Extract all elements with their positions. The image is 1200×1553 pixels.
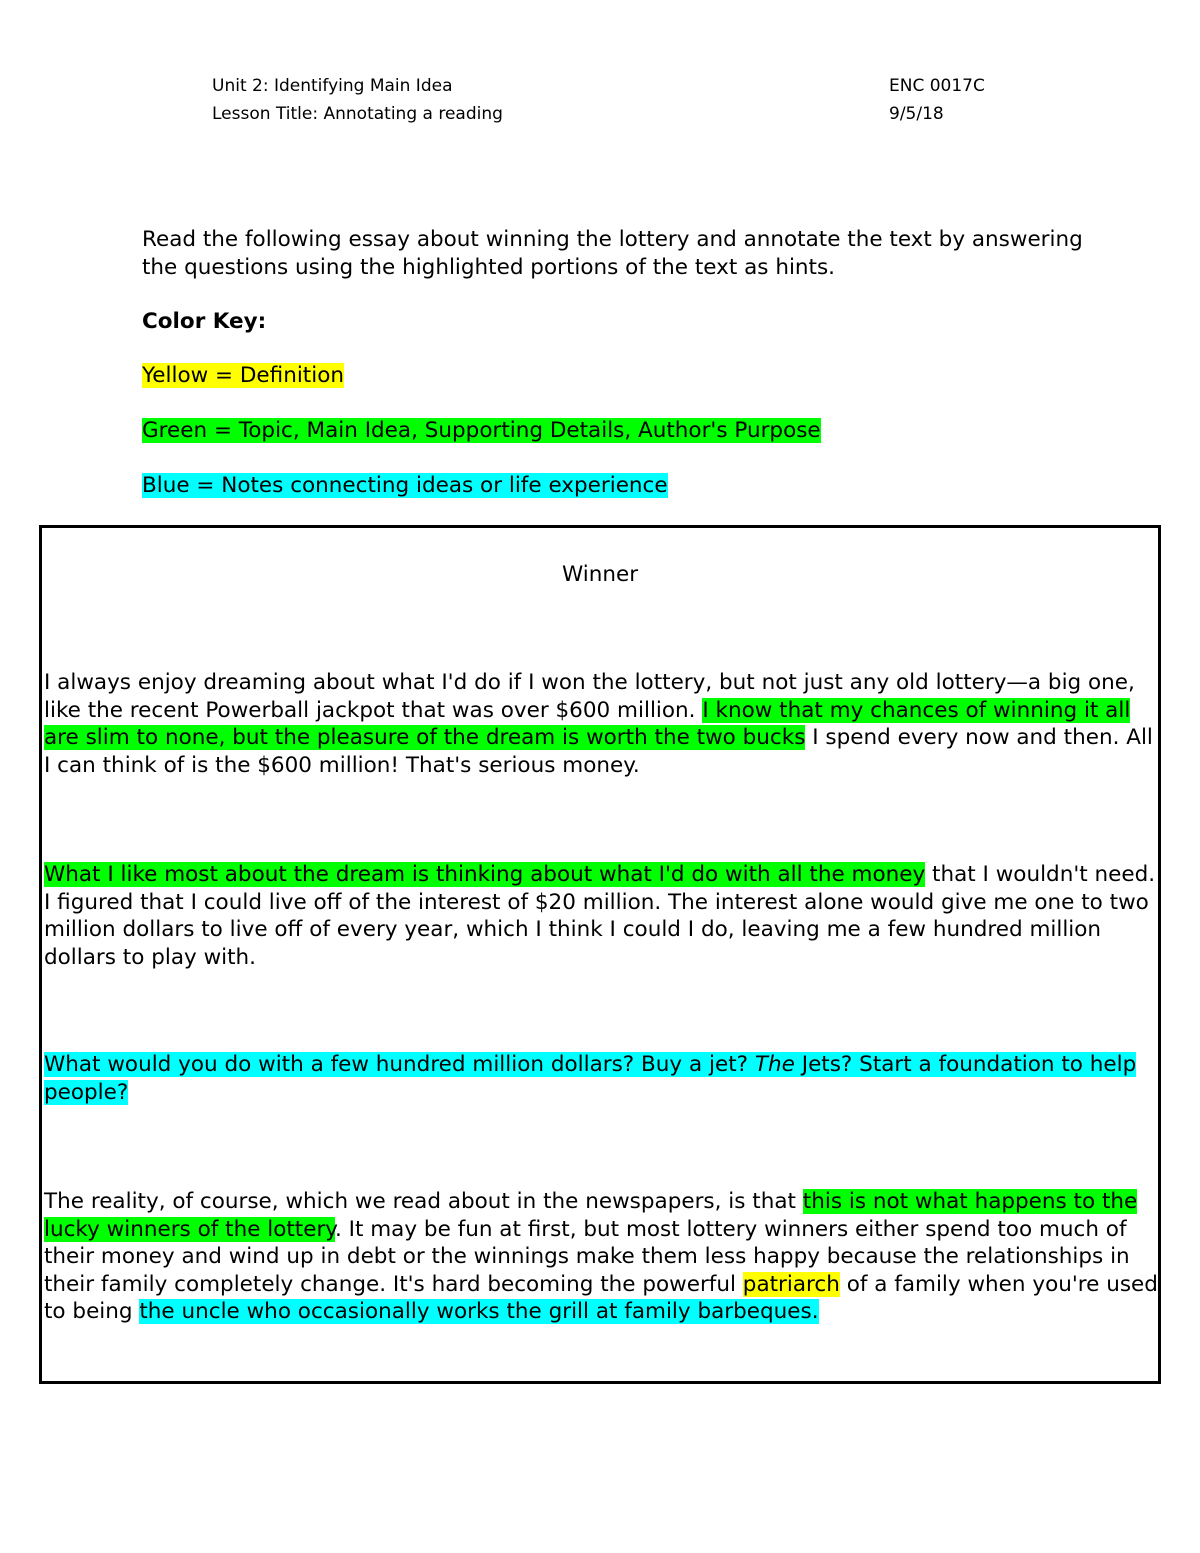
paragraph-3 (44, 1051, 1158, 1106)
color-key-blue (142, 472, 668, 500)
paragraph-4 (44, 1188, 1158, 1326)
p1-text-1: I always enjoy dreaming about what I'd do if I won the lottery, but not just any old lottery—a big one, like the recent Powerball jackpot that was over $600 million. (44, 670, 1135, 723)
color-key-green (142, 417, 821, 445)
course-code: ENC 0017C (889, 76, 985, 96)
green-key-label: Green = Topic, Main Idea, Supporting Details, Author's Purpose (142, 418, 821, 443)
p3-blue-highlight-2: Jets? Start a foundation to help people? (44, 1052, 1137, 1105)
yellow-key-label: Yellow = Definition (142, 363, 344, 388)
color-key-yellow (142, 362, 344, 390)
lesson-title: Lesson Title: Annotating a reading (212, 104, 503, 124)
p1-text-2: I spend every now and then. All I can think of is the $600 million! That's serious money. (44, 725, 1153, 778)
instructions: Read the following essay about winning the lottery and annotate the text by answering the questions using the highlighted portions of the text as hints. (142, 227, 1083, 280)
p2-text-1: that I wouldn't need. I figured that I could live off of the interest of $20 million. The interest alone would give me one to two million dollars to live off of every year, which I think I could I do, leaving me a few hundred million dollars to play with. (44, 862, 1156, 970)
p4-text-2: . It may be fun at first, but most lottery winners either spend too much of their money and wind up in debt or the winnings make them less happy because the relationships in their family completely change. It's hard becoming the powerful (44, 1216, 1130, 1297)
p2-green-highlight: What I like most about the dream is thinking about what I'd do with all the money (44, 862, 926, 887)
lesson-date: 9/5/18 (889, 104, 944, 124)
p1-green-highlight: I know that my chances of winning it all are slim to none, but the pleasure of the dream is worth the two bucks (44, 697, 1131, 750)
paragraph-1 (44, 669, 1158, 779)
p3-blue-highlight-1: What would you do with a few hundred million dollars? Buy a jet? (44, 1052, 755, 1077)
p4-yellow-definition: patriarch (742, 1271, 840, 1297)
paragraph-2 (44, 861, 1158, 971)
color-key-title: Color Key: (142, 309, 267, 334)
p4-text-1: The reality, of course, which we read about in the newspapers, is that (44, 1189, 803, 1214)
p4-green-highlight: this is not what happens to the lucky winners of the lottery (44, 1189, 1138, 1242)
blue-key-label: Blue = Notes connecting ideas or life experience (142, 473, 668, 498)
reading-title: Winner (561, 562, 639, 587)
reading-box (39, 525, 1161, 1384)
p4-blue-highlight: the uncle who occasionally works the grill at family barbeques. (139, 1299, 819, 1324)
unit-title: Unit 2: Identifying Main Idea (212, 76, 453, 96)
p4-text-3: of a family when you're used to being (44, 1271, 1158, 1324)
p3-blue-italic: The (754, 1052, 795, 1077)
